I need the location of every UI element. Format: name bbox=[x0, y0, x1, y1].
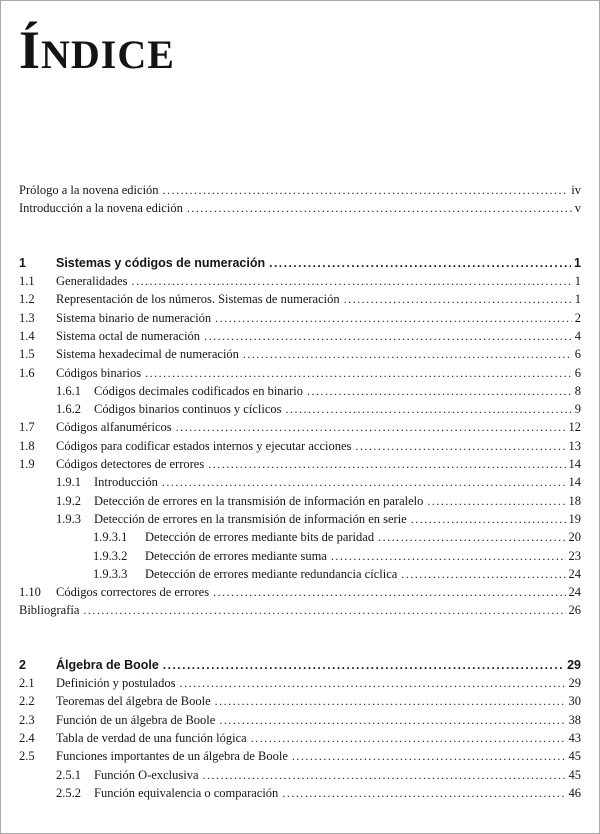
entry-number: 1.7 bbox=[19, 420, 35, 435]
toc-entry-row bbox=[19, 455, 581, 473]
entry-number: 2.3 bbox=[19, 712, 35, 727]
toc-entry-row bbox=[19, 437, 581, 455]
entry-title: Sistemas y códigos de numeración bbox=[56, 255, 266, 270]
entry-title: Función equivalencia o comparación bbox=[94, 785, 279, 800]
entry-title: Introducción bbox=[94, 475, 158, 490]
dot-leader bbox=[208, 455, 565, 473]
entry-title: Función de un álgebra de Boole bbox=[56, 712, 216, 727]
dot-leader bbox=[203, 766, 566, 784]
entry-title: Sistema hexadecimal de numeración bbox=[56, 347, 239, 362]
dot-leader bbox=[378, 528, 565, 546]
entry-page-number: v bbox=[574, 201, 581, 216]
frontmatter-list bbox=[19, 181, 581, 218]
entry-page-number: 1 bbox=[574, 292, 581, 307]
entry-number: 2.5.2 bbox=[56, 785, 81, 800]
entry-page-number: 14 bbox=[568, 457, 581, 472]
toc-entry-row bbox=[19, 674, 581, 692]
entry-number: 1.3 bbox=[19, 310, 35, 325]
toc-entry-row bbox=[19, 400, 581, 418]
toc-entry-row bbox=[19, 565, 581, 583]
page-title: ÍNDICE bbox=[19, 20, 175, 80]
entry-number: 2.1 bbox=[19, 676, 35, 691]
entry-number: 1.9.2 bbox=[56, 493, 81, 508]
entry-page-number: 29 bbox=[567, 657, 581, 672]
entry-page-number: 13 bbox=[568, 438, 581, 453]
entry-page-number: iv bbox=[571, 183, 581, 198]
entry-title: Representación de los números. Sistemas de numeración bbox=[56, 292, 340, 307]
toc-entry-row bbox=[19, 181, 581, 199]
toc-entry-row bbox=[19, 729, 581, 747]
toc-section bbox=[19, 656, 581, 802]
dot-leader bbox=[215, 692, 566, 710]
entry-title: Función O-exclusiva bbox=[94, 767, 199, 782]
entry-title: Definición y postulados bbox=[56, 676, 176, 691]
entry-title: Tabla de verdad de una función lógica bbox=[56, 730, 247, 745]
entry-title: Códigos para codificar estados internos y ejecutar acciones bbox=[56, 438, 352, 453]
entry-page-number: 43 bbox=[568, 730, 581, 745]
dot-leader bbox=[282, 784, 565, 802]
entry-page-number: 24 bbox=[568, 585, 581, 600]
entry-page-number: 1 bbox=[574, 274, 581, 289]
dot-leader bbox=[187, 199, 572, 217]
toc-entry-row bbox=[19, 711, 581, 729]
toc-entry-row bbox=[19, 692, 581, 710]
toc-entry-row bbox=[19, 766, 581, 784]
entry-title: Prólogo a la novena edición bbox=[19, 183, 159, 198]
dot-leader bbox=[401, 565, 565, 583]
entry-number: 2.5.1 bbox=[56, 767, 81, 782]
dot-leader bbox=[162, 473, 566, 491]
entry-page-number: 46 bbox=[568, 785, 581, 800]
dot-leader bbox=[269, 254, 571, 272]
entry-number: 1.10 bbox=[19, 585, 41, 600]
toc-entry-row bbox=[19, 272, 581, 290]
entry-title: Bibliografía bbox=[19, 603, 80, 618]
toc-entry-row bbox=[19, 601, 581, 619]
dot-leader bbox=[163, 181, 569, 199]
entry-number: 1.9.3.2 bbox=[93, 548, 128, 563]
dot-leader bbox=[307, 382, 572, 400]
entry-page-number: 8 bbox=[574, 383, 581, 398]
entry-page-number: 14 bbox=[568, 475, 581, 490]
entry-title: Detección de errores mediante bits de paridad bbox=[145, 530, 375, 545]
entry-number: 1.6.1 bbox=[56, 383, 81, 398]
entry-title: Detección de errores mediante redundancia cíclica bbox=[145, 566, 398, 581]
entry-number: 2 bbox=[19, 657, 26, 672]
toc-entry-row bbox=[19, 418, 581, 436]
entry-number: 1.9.3 bbox=[56, 511, 81, 526]
entry-number: 2.4 bbox=[19, 730, 35, 745]
entry-page-number: 38 bbox=[568, 712, 581, 727]
toc-entry-row bbox=[19, 364, 581, 382]
toc-entry-row bbox=[19, 528, 581, 546]
entry-title: Códigos detectores de errores bbox=[56, 457, 205, 472]
entry-number: 2.2 bbox=[19, 694, 35, 709]
dot-leader bbox=[219, 711, 565, 729]
entry-page-number: 6 bbox=[574, 347, 581, 362]
dot-leader bbox=[83, 601, 565, 619]
toc-entry-row bbox=[19, 290, 581, 308]
dot-leader bbox=[251, 729, 566, 747]
dot-leader bbox=[411, 510, 566, 528]
entry-page-number: 18 bbox=[568, 493, 581, 508]
toc-entry-row bbox=[19, 583, 581, 601]
dot-leader bbox=[243, 345, 572, 363]
toc-section bbox=[19, 254, 581, 620]
entry-page-number: 23 bbox=[568, 548, 581, 563]
entry-number: 1.6.2 bbox=[56, 402, 81, 417]
dot-leader bbox=[331, 547, 566, 565]
toc-entry-row bbox=[19, 492, 581, 510]
toc-entry-row bbox=[19, 309, 581, 327]
dot-leader bbox=[132, 272, 572, 290]
entry-page-number: 19 bbox=[568, 511, 581, 526]
entry-title: Detección de errores en la transmisión de información en serie bbox=[94, 511, 407, 526]
toc-sections bbox=[19, 254, 581, 802]
entry-title: Teoremas del álgebra de Boole bbox=[56, 694, 211, 709]
entry-number: 1.5 bbox=[19, 347, 35, 362]
dot-leader bbox=[176, 418, 566, 436]
entry-number: 1.1 bbox=[19, 274, 35, 289]
entry-title: Códigos alfanuméricos bbox=[56, 420, 172, 435]
entry-page-number: 45 bbox=[568, 767, 581, 782]
entry-number: 2.5 bbox=[19, 749, 35, 764]
chapter-heading-row bbox=[19, 656, 581, 674]
entry-title: Detección de errores mediante suma bbox=[145, 548, 327, 563]
toc-entry-row bbox=[19, 345, 581, 363]
dot-leader bbox=[163, 656, 564, 674]
dot-leader bbox=[204, 327, 572, 345]
entry-title: Álgebra de Boole bbox=[56, 657, 159, 672]
entry-title: Sistema octal de numeración bbox=[56, 328, 201, 343]
toc-entry-row bbox=[19, 747, 581, 765]
entry-page-number: 2 bbox=[574, 310, 581, 325]
entry-page-number: 9 bbox=[574, 402, 581, 417]
toc-entry-row bbox=[19, 784, 581, 802]
entry-number: 1.8 bbox=[19, 438, 35, 453]
entry-number: 1.6 bbox=[19, 365, 35, 380]
chapter-heading-row bbox=[19, 254, 581, 272]
entry-number: 1.9.3.3 bbox=[93, 566, 128, 581]
entry-title: Códigos correctores de errores bbox=[56, 585, 210, 600]
entry-page-number: 26 bbox=[568, 603, 581, 618]
entry-page-number: 29 bbox=[568, 676, 581, 691]
dot-leader bbox=[215, 309, 572, 327]
entry-title: Códigos binarios continuos y cíclicos bbox=[94, 402, 282, 417]
entry-title: Generalidades bbox=[56, 274, 128, 289]
dot-leader bbox=[285, 400, 571, 418]
toc-entry-row bbox=[19, 547, 581, 565]
entry-title: Detección de errores en la transmisión de información en paralelo bbox=[94, 493, 424, 508]
toc-entry-row bbox=[19, 199, 581, 217]
entry-title: Sistema binario de numeración bbox=[56, 310, 212, 325]
dot-leader bbox=[344, 290, 572, 308]
entry-number: 1.4 bbox=[19, 328, 35, 343]
dot-leader bbox=[292, 747, 566, 765]
entry-number: 1 bbox=[19, 255, 26, 270]
entry-page-number: 20 bbox=[568, 530, 581, 545]
entry-page-number: 24 bbox=[568, 566, 581, 581]
entry-title: Funciones importantes de un álgebra de Boole bbox=[56, 749, 288, 764]
dot-leader bbox=[179, 674, 565, 692]
entry-number: 1.2 bbox=[19, 292, 35, 307]
entry-number: 1.9.1 bbox=[56, 475, 81, 490]
entry-page-number: 45 bbox=[568, 749, 581, 764]
entry-page-number: 4 bbox=[574, 328, 581, 343]
dot-leader bbox=[213, 583, 565, 601]
entry-title: Códigos binarios bbox=[56, 365, 142, 380]
entry-number: 1.9 bbox=[19, 457, 35, 472]
dot-leader bbox=[145, 364, 572, 382]
entry-page-number: 30 bbox=[568, 694, 581, 709]
entry-title: Introducción a la novena edición bbox=[19, 201, 183, 216]
entry-number: 1.9.3.1 bbox=[93, 530, 128, 545]
toc-entry-row bbox=[19, 510, 581, 528]
toc-entry-row bbox=[19, 473, 581, 491]
dot-leader bbox=[427, 492, 565, 510]
entry-page-number: 12 bbox=[568, 420, 581, 435]
toc-entry-row bbox=[19, 327, 581, 345]
toc-entry-row bbox=[19, 382, 581, 400]
entry-title: Códigos decimales codificados en binario bbox=[94, 383, 303, 398]
dot-leader bbox=[355, 437, 565, 455]
entry-page-number: 6 bbox=[574, 365, 581, 380]
entry-page-number: 1 bbox=[574, 255, 581, 270]
